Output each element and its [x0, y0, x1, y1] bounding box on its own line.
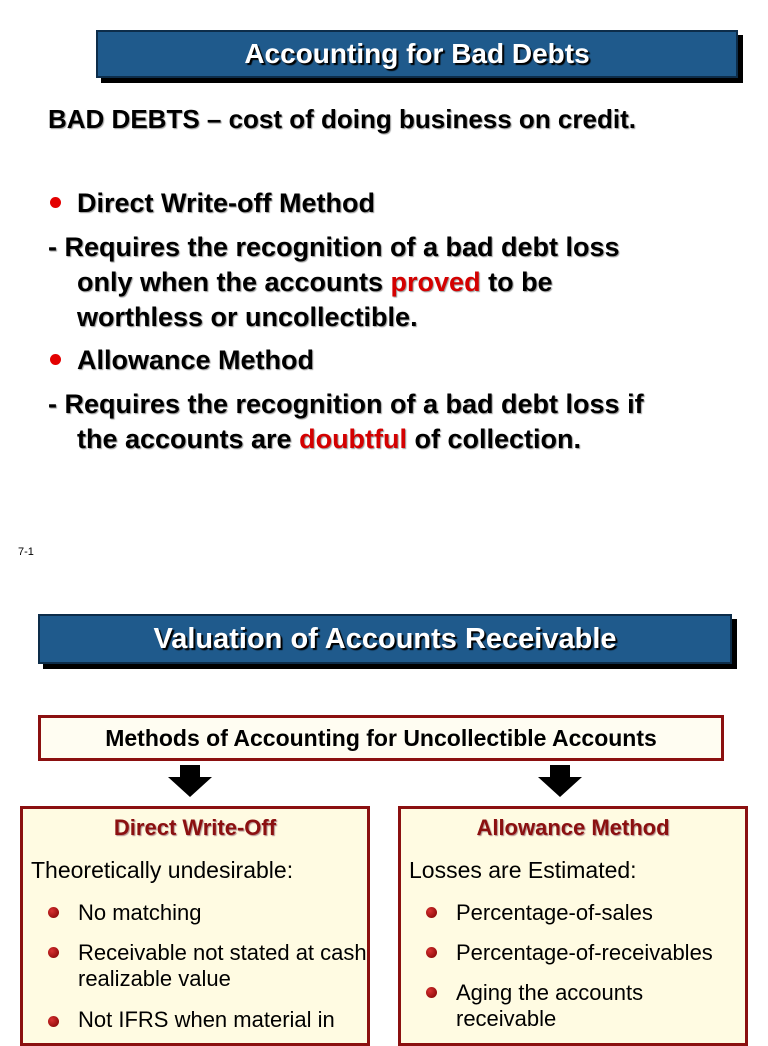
bullet-dot-icon — [48, 1016, 59, 1027]
allowance-method-panel — [398, 806, 748, 1046]
desc1-line2: only when the accounts proved to be — [77, 267, 553, 297]
panel-subheading: Theoretically undesirable: — [31, 857, 294, 883]
slide2-title: Valuation of Accounts Receivable — [38, 614, 732, 664]
desc2-line2: the accounts are doubtful of collection. — [77, 424, 582, 454]
bullet-dot-icon — [50, 197, 61, 208]
bullet-direct-write-off: Direct Write-off Method — [77, 188, 375, 218]
bullet-dot-icon — [48, 947, 59, 958]
methods-header-box: Methods of Accounting for Uncollectible Accounts — [38, 715, 724, 761]
bullet-dot-icon — [426, 987, 437, 998]
highlight-doubtful: doubtful — [299, 424, 408, 454]
direct-write-off-panel — [20, 806, 370, 1046]
bullet-dot-icon — [50, 354, 61, 365]
bullet-dot-icon — [426, 907, 437, 918]
desc1-line3: worthless or uncollectible. — [77, 302, 418, 332]
highlight-proved: proved — [390, 267, 481, 297]
desc1-line1: - Requires the recognition of a bad debt loss — [48, 232, 620, 262]
list-item: Not IFRS when material in — [78, 1007, 335, 1032]
list-item: Aging the accounts receivable — [456, 980, 644, 1031]
slide1-title: Accounting for Bad Debts — [96, 30, 738, 78]
down-arrow-icon — [168, 765, 212, 797]
desc2-line1: - Requires the recognition of a bad debt loss if — [48, 389, 644, 419]
panel-subheading: Losses are Estimated: — [409, 857, 637, 883]
panel-heading: Direct Write-Off — [113, 815, 277, 840]
list-item: Percentage-of-sales — [456, 900, 653, 925]
list-item: Receivable not stated at cash realizable value — [78, 940, 367, 991]
list-item: No matching — [78, 900, 202, 925]
bullet-allowance-method: Allowance Method — [77, 345, 315, 375]
bullet-dot-icon — [426, 947, 437, 958]
list-item: Percentage-of-receivables — [456, 940, 713, 965]
panel-heading: Allowance Method — [476, 815, 670, 840]
intro-text: BAD DEBTS – cost of doing business on credit. — [48, 104, 636, 134]
down-arrow-icon — [538, 765, 582, 797]
slide-number: 7-1 — [18, 546, 34, 558]
bullet-dot-icon — [48, 907, 59, 918]
